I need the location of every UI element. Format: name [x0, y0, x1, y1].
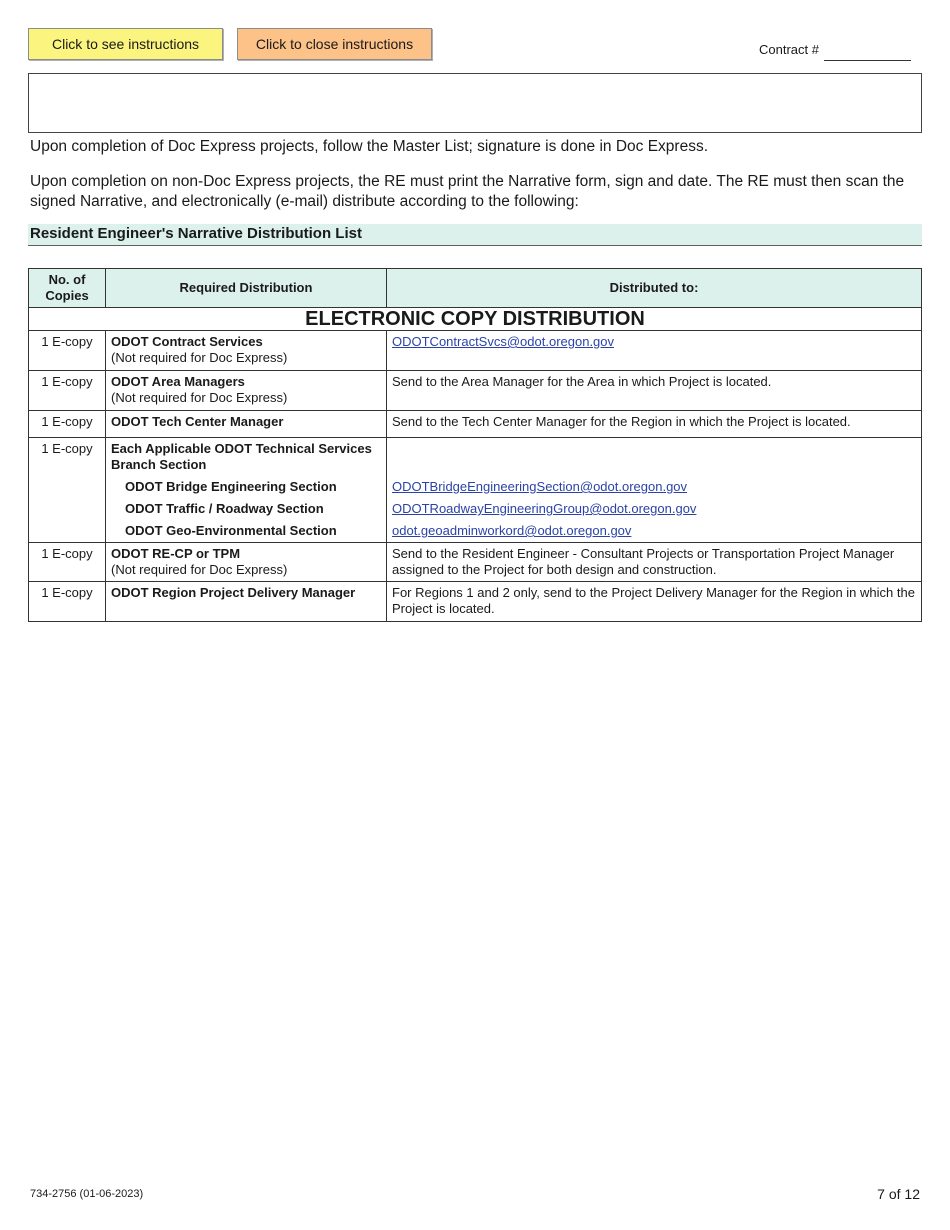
recipient-name: ODOT Region Project Delivery Manager — [111, 585, 356, 600]
close-instructions-button[interactable]: Click to close instructions — [237, 28, 432, 60]
table-row — [29, 331, 922, 371]
header-copies: No. of Copies — [29, 269, 106, 308]
form-id: 734-2756 (01-06-2023) — [30, 1188, 144, 1200]
copies-cell: 1 E-copy — [29, 543, 106, 582]
required-cell — [106, 438, 387, 543]
header-distributed-to: Distributed to: — [387, 269, 922, 308]
copies-cell: 1 E-copy — [29, 371, 106, 411]
recipient-name: ODOT Contract Services — [111, 334, 263, 349]
distributed-to-cell: Send to the Resident Engineer - Consultant Projects or Transportation Project Manager assigned to the Project for both design and construction. — [387, 543, 922, 582]
instructions-box — [28, 73, 922, 133]
required-cell — [106, 582, 387, 622]
geo-email-link[interactable]: odot.geoadminworkord@odot.oregon.gov — [392, 523, 632, 538]
distribution-table — [28, 268, 922, 622]
contract-label: Contract # — [759, 42, 819, 57]
copies-cell: 1 E-copy — [29, 438, 106, 543]
banner-row — [29, 308, 922, 331]
page-number: 7 of 12 — [877, 1186, 920, 1202]
table-row — [29, 543, 922, 582]
distributed-to-cell — [387, 438, 922, 543]
distributed-to-cell: Send to the Tech Center Manager for the Region in which the Project is located. — [387, 411, 922, 438]
non-doc-express-paragraph: Upon completion on non-Doc Express projects, the RE must print the Narrative form, sign and date. The RE must then scan the signed Narrative, and electronically (e-mail) distribute according to the following: — [30, 173, 905, 210]
table-row — [29, 411, 922, 438]
geo-section-name: ODOT Geo-Environmental Section — [125, 523, 337, 538]
copies-cell: 1 E-copy — [29, 582, 106, 622]
recipient-note: (Not required for Doc Express) — [111, 562, 288, 577]
recipient-note: (Not required for Doc Express) — [111, 390, 288, 405]
distributed-to-cell — [387, 331, 922, 371]
required-cell — [106, 331, 387, 371]
email-link[interactable]: ODOTContractSvcs@odot.oregon.gov — [392, 334, 615, 349]
traffic-section-name: ODOT Traffic / Roadway Section — [125, 501, 324, 516]
section-title: Resident Engineer's Narrative Distribution List — [28, 224, 922, 246]
bridge-section-name: ODOT Bridge Engineering Section — [125, 479, 337, 494]
bridge-email-link[interactable]: ODOTBridgeEngineeringSection@odot.oregon.gov — [392, 479, 688, 494]
recipient-name: ODOT RE-CP or TPM — [111, 546, 241, 561]
copies-cell: 1 E-copy — [29, 411, 106, 438]
table-header-row — [29, 269, 922, 308]
traffic-email-link[interactable]: ODOTRoadwayEngineeringGroup@odot.oregon.gov — [392, 501, 697, 516]
required-cell — [106, 411, 387, 438]
recipient-name: Each Applicable ODOT Technical Services Branch Section — [111, 441, 372, 472]
electronic-copy-banner: ELECTRONIC COPY DISTRIBUTION — [29, 308, 922, 331]
required-cell — [106, 371, 387, 411]
header-required: Required Distribution — [106, 269, 387, 308]
table-row — [29, 582, 922, 622]
recipient-note: (Not required for Doc Express) — [111, 350, 288, 365]
required-cell — [106, 543, 387, 582]
contract-number-field[interactable] — [824, 60, 911, 61]
recipient-name: ODOT Tech Center Manager — [111, 414, 284, 429]
recipient-name: ODOT Area Managers — [111, 374, 245, 389]
table-row — [29, 438, 922, 543]
copies-cell: 1 E-copy — [29, 331, 106, 371]
table-row — [29, 371, 922, 411]
distributed-to-cell: For Regions 1 and 2 only, send to the Project Delivery Manager for the Region in which the Project is located. — [387, 582, 922, 622]
distributed-to-cell: Send to the Area Manager for the Area in which Project is located. — [387, 371, 922, 411]
see-instructions-button[interactable]: Click to see instructions — [28, 28, 223, 60]
doc-express-paragraph: Upon completion of Doc Express projects, follow the Master List; signature is done in Doc Express. — [30, 138, 709, 155]
